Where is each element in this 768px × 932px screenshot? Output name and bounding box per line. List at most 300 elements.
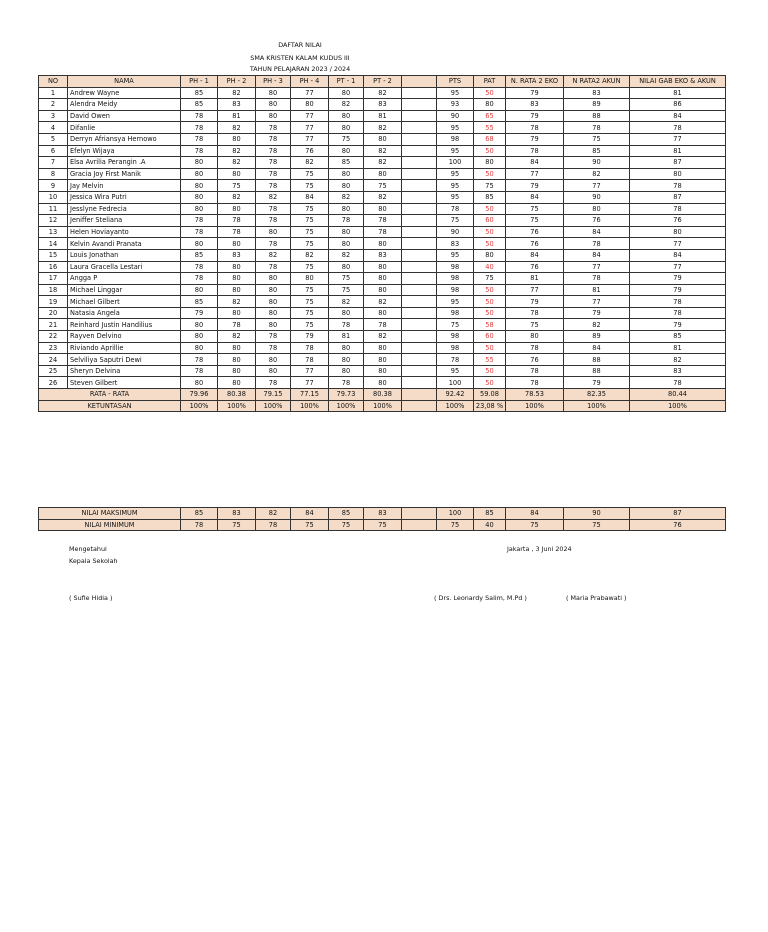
- cell-no: 7: [39, 157, 68, 169]
- cell-eko: 75: [506, 215, 564, 227]
- col-nama: NAMA: [68, 76, 181, 88]
- col-ph4: PH - 4: [291, 76, 329, 88]
- cell-ph1: 78: [181, 354, 218, 366]
- cell-pat: 75: [474, 180, 506, 192]
- cell-ph4: 75: [291, 296, 329, 308]
- cell-ph4: 77: [291, 122, 329, 134]
- cell-eko: 80: [506, 331, 564, 343]
- cell-ph4: 75: [291, 215, 329, 227]
- cell-name: Louis Jonathan: [68, 249, 181, 261]
- cell-no: 12: [39, 215, 68, 227]
- cell-ph3: 80: [256, 226, 291, 238]
- cell-gap: [402, 110, 437, 122]
- cell-pat: 50: [474, 284, 506, 296]
- cell-name: Michael Linggar: [68, 284, 181, 296]
- cell-pt2: 82: [364, 296, 402, 308]
- table-row: [39, 133, 726, 145]
- cell-gap: [402, 261, 437, 273]
- cell-akun: 84: [564, 342, 630, 354]
- cell-gap: [402, 249, 437, 261]
- cell-gap: [402, 215, 437, 227]
- cell-ph2: 80: [218, 133, 256, 145]
- cell-ph1: 80: [181, 168, 218, 180]
- cell-akun: 75: [564, 133, 630, 145]
- cell-gab: 77: [630, 133, 726, 145]
- cell-name: Reinhard Justin Handilius: [68, 319, 181, 331]
- cell-gab: 85: [630, 331, 726, 343]
- school-name: SMA KRISTEN KALAM KUDUS III: [250, 54, 350, 62]
- cell-pt2: 80: [364, 342, 402, 354]
- table-row: [39, 249, 726, 261]
- cell-akun: 85: [564, 145, 630, 157]
- cell-gap: [402, 238, 437, 250]
- cell-ph1: 78: [181, 215, 218, 227]
- cell-eko: 79: [506, 180, 564, 192]
- cell-name: Natasia Angela: [68, 307, 181, 319]
- cell-eko: 77: [506, 168, 564, 180]
- maks-pt2: 83: [364, 508, 402, 520]
- cell-eko: 84: [506, 157, 564, 169]
- signatory-left: ( Sufie Hidia ): [69, 594, 113, 602]
- ketuntasan-row: [39, 400, 726, 412]
- cell-ph2: 82: [218, 145, 256, 157]
- table-row: [39, 284, 726, 296]
- cell-pt2: 78: [364, 226, 402, 238]
- min-ph2: 75: [218, 519, 256, 531]
- cell-pts: 95: [437, 145, 474, 157]
- cell-ph3: 80: [256, 99, 291, 111]
- min-pat: 40: [474, 519, 506, 531]
- cell-name: Efelyn Wijaya: [68, 145, 181, 157]
- cell-eko: 81: [506, 273, 564, 285]
- kepala-sekolah-text: Kepala Sekolah: [69, 557, 118, 565]
- cell-ph4: 84: [291, 191, 329, 203]
- cell-gab: 84: [630, 249, 726, 261]
- cell-ph1: 80: [181, 377, 218, 389]
- cell-pt1: 82: [329, 99, 364, 111]
- cell-ph1: 85: [181, 249, 218, 261]
- table-row: [39, 238, 726, 250]
- cell-pt2: 75: [364, 180, 402, 192]
- cell-name: Elsa Avrilia Perangin .A: [68, 157, 181, 169]
- cell-ph1: 80: [181, 331, 218, 343]
- min-akun: 75: [564, 519, 630, 531]
- cell-pat: 50: [474, 342, 506, 354]
- cell-pt1: 80: [329, 87, 364, 99]
- cell-ph2: 82: [218, 87, 256, 99]
- maks-ph2: 83: [218, 508, 256, 520]
- cell-ph1: 80: [181, 284, 218, 296]
- cell-pat: 50: [474, 296, 506, 308]
- cell-name: Andrew Wayne: [68, 87, 181, 99]
- cell-ph4: 82: [291, 157, 329, 169]
- cell-ph1: 78: [181, 110, 218, 122]
- cell-ph1: 85: [181, 87, 218, 99]
- cell-no: 3: [39, 110, 68, 122]
- cell-ph4: 75: [291, 180, 329, 192]
- cell-name: Helen Hoviayanto: [68, 226, 181, 238]
- cell-ph3: 78: [256, 180, 291, 192]
- cell-ph2: 80: [218, 377, 256, 389]
- cell-akun: 81: [564, 284, 630, 296]
- maks-ph4: 84: [291, 508, 329, 520]
- col-gap: [402, 76, 437, 88]
- cell-gap: [402, 331, 437, 343]
- cell-eko: 77: [506, 284, 564, 296]
- cell-gap: [402, 319, 437, 331]
- cell-akun: 83: [564, 87, 630, 99]
- ketuntasan-eko: 100%: [506, 400, 564, 412]
- cell-pts: 95: [437, 168, 474, 180]
- cell-gab: 79: [630, 319, 726, 331]
- cell-pt1: 75: [329, 133, 364, 145]
- cell-pt1: 81: [329, 331, 364, 343]
- cell-ph4: 80: [291, 99, 329, 111]
- signatory-right: ( Maria Prabawati ): [566, 594, 627, 602]
- cell-ph3: 80: [256, 319, 291, 331]
- cell-eko: 79: [506, 296, 564, 308]
- cell-pt2: 78: [364, 215, 402, 227]
- cell-pat: 50: [474, 145, 506, 157]
- cell-eko: 78: [506, 122, 564, 134]
- cell-no: 14: [39, 238, 68, 250]
- cell-akun: 89: [564, 331, 630, 343]
- ketuntasan-pts: 100%: [437, 400, 474, 412]
- cell-pat: 50: [474, 203, 506, 215]
- col-ph1: PH - 1: [181, 76, 218, 88]
- cell-pt1: 80: [329, 168, 364, 180]
- cell-pt2: 82: [364, 191, 402, 203]
- cell-gab: 78: [630, 307, 726, 319]
- cell-pts: 78: [437, 203, 474, 215]
- cell-ph4: 75: [291, 168, 329, 180]
- cell-akun: 77: [564, 180, 630, 192]
- student-rows: [39, 87, 726, 388]
- cell-pt1: 82: [329, 249, 364, 261]
- cell-ph4: 76: [291, 145, 329, 157]
- cell-no: 16: [39, 261, 68, 273]
- cell-gap: [402, 168, 437, 180]
- cell-pt1: 80: [329, 342, 364, 354]
- col-pat: PAT: [474, 76, 506, 88]
- cell-ph1: 80: [181, 319, 218, 331]
- cell-pts: 100: [437, 377, 474, 389]
- cell-pt2: 80: [364, 203, 402, 215]
- cell-pat: 68: [474, 133, 506, 145]
- cell-akun: 78: [564, 122, 630, 134]
- cell-pat: 75: [474, 273, 506, 285]
- cell-no: 1: [39, 87, 68, 99]
- cell-pat: 80: [474, 249, 506, 261]
- table-row: [39, 180, 726, 192]
- cell-eko: 76: [506, 238, 564, 250]
- cell-ph3: 78: [256, 238, 291, 250]
- cell-pt2: 80: [364, 377, 402, 389]
- cell-pts: 98: [437, 273, 474, 285]
- cell-eko: 78: [506, 365, 564, 377]
- table-row: [39, 215, 726, 227]
- ketuntasan-pat: 23,08 %: [474, 400, 506, 412]
- cell-ph4: 75: [291, 238, 329, 250]
- cell-eko: 78: [506, 377, 564, 389]
- cell-eko: 83: [506, 99, 564, 111]
- ketuntasan-pt2: 100%: [364, 400, 402, 412]
- cell-pat: 50: [474, 168, 506, 180]
- table-row: [39, 365, 726, 377]
- rata-eko: 78.53: [506, 389, 564, 401]
- cell-pt1: 82: [329, 191, 364, 203]
- maks-pat: 85: [474, 508, 506, 520]
- cell-ph4: 82: [291, 249, 329, 261]
- table-row: [39, 296, 726, 308]
- rata-gab: 80.44: [630, 389, 726, 401]
- cell-akun: 80: [564, 203, 630, 215]
- cell-ph3: 82: [256, 191, 291, 203]
- table-row: [39, 157, 726, 169]
- cell-pts: 95: [437, 365, 474, 377]
- cell-pt2: 78: [364, 319, 402, 331]
- cell-eko: 84: [506, 249, 564, 261]
- cell-pts: 95: [437, 296, 474, 308]
- cell-eko: 76: [506, 226, 564, 238]
- cell-name: David Owen: [68, 110, 181, 122]
- cell-gap: [402, 273, 437, 285]
- cell-ph3: 78: [256, 168, 291, 180]
- cell-pts: 98: [437, 261, 474, 273]
- cell-ph4: 79: [291, 331, 329, 343]
- min-gap: [402, 519, 437, 531]
- cell-pt2: 82: [364, 87, 402, 99]
- cell-pt1: 80: [329, 180, 364, 192]
- cell-pts: 95: [437, 87, 474, 99]
- rata-pts: 92.42: [437, 389, 474, 401]
- cell-gab: 78: [630, 180, 726, 192]
- table-row: [39, 168, 726, 180]
- cell-name: Steven Gilbert: [68, 377, 181, 389]
- cell-ph3: 80: [256, 365, 291, 377]
- table-row: [39, 331, 726, 343]
- min-ph1: 78: [181, 519, 218, 531]
- cell-eko: 75: [506, 203, 564, 215]
- cell-ph2: 80: [218, 168, 256, 180]
- ketuntasan-gab: 100%: [630, 400, 726, 412]
- cell-ph3: 78: [256, 145, 291, 157]
- cell-ph2: 80: [218, 238, 256, 250]
- cell-name: Jesslyne Fedrecia: [68, 203, 181, 215]
- cell-pt1: 80: [329, 354, 364, 366]
- table-row: [39, 145, 726, 157]
- cell-ph2: 80: [218, 284, 256, 296]
- cell-gab: 87: [630, 191, 726, 203]
- cell-ph3: 78: [256, 342, 291, 354]
- cell-ph3: 78: [256, 203, 291, 215]
- minimum-row: [39, 519, 726, 531]
- cell-pts: 93: [437, 99, 474, 111]
- cell-ph4: 77: [291, 365, 329, 377]
- cell-pts: 90: [437, 226, 474, 238]
- col-no: NO: [39, 76, 68, 88]
- cell-ph2: 83: [218, 249, 256, 261]
- rata-gap: [402, 389, 437, 401]
- cell-no: 18: [39, 284, 68, 296]
- cell-pat: 80: [474, 99, 506, 111]
- cell-pt1: 85: [329, 157, 364, 169]
- cell-gap: [402, 133, 437, 145]
- table-row: [39, 87, 726, 99]
- cell-akun: 76: [564, 215, 630, 227]
- cell-pt1: 80: [329, 145, 364, 157]
- cell-pt1: 78: [329, 215, 364, 227]
- cell-ph4: 75: [291, 319, 329, 331]
- cell-akun: 77: [564, 261, 630, 273]
- cell-pts: 98: [437, 133, 474, 145]
- ketuntasan-label: KETUNTASAN: [39, 400, 181, 412]
- table-row: [39, 261, 726, 273]
- cell-gap: [402, 180, 437, 192]
- cell-pts: 75: [437, 215, 474, 227]
- cell-pt1: 80: [329, 261, 364, 273]
- cell-akun: 88: [564, 365, 630, 377]
- cell-pt1: 78: [329, 377, 364, 389]
- min-ph4: 75: [291, 519, 329, 531]
- cell-ph1: 80: [181, 203, 218, 215]
- col-rata-akun: N RATA2 AKUN: [564, 76, 630, 88]
- cell-pat: 55: [474, 122, 506, 134]
- cell-ph1: 85: [181, 99, 218, 111]
- min-gab: 76: [630, 519, 726, 531]
- rata-ph2: 80.38: [218, 389, 256, 401]
- cell-ph2: 75: [218, 180, 256, 192]
- cell-gap: [402, 87, 437, 99]
- cell-no: 2: [39, 99, 68, 111]
- cell-no: 21: [39, 319, 68, 331]
- cell-ph4: 80: [291, 273, 329, 285]
- cell-no: 11: [39, 203, 68, 215]
- cell-pts: 75: [437, 319, 474, 331]
- cell-pt1: 80: [329, 203, 364, 215]
- cell-ph2: 78: [218, 215, 256, 227]
- cell-pts: 95: [437, 249, 474, 261]
- cell-ph1: 80: [181, 180, 218, 192]
- min-pts: 75: [437, 519, 474, 531]
- cell-gab: 81: [630, 87, 726, 99]
- cell-pt2: 80: [364, 238, 402, 250]
- cell-no: 25: [39, 365, 68, 377]
- cell-pts: 95: [437, 191, 474, 203]
- cell-gab: 77: [630, 261, 726, 273]
- cell-eko: 79: [506, 133, 564, 145]
- cell-akun: 90: [564, 157, 630, 169]
- cell-gap: [402, 99, 437, 111]
- cell-ph1: 78: [181, 145, 218, 157]
- cell-pts: 95: [437, 180, 474, 192]
- cell-ph4: 77: [291, 110, 329, 122]
- cell-name: Jeniffer Steliana: [68, 215, 181, 227]
- maks-ph1: 85: [181, 508, 218, 520]
- cell-pat: 50: [474, 377, 506, 389]
- cell-pts: 90: [437, 110, 474, 122]
- cell-no: 15: [39, 249, 68, 261]
- cell-ph4: 78: [291, 354, 329, 366]
- cell-ph2: 80: [218, 203, 256, 215]
- cell-ph1: 80: [181, 157, 218, 169]
- col-ph3: PH - 3: [256, 76, 291, 88]
- table-row: [39, 342, 726, 354]
- cell-akun: 88: [564, 110, 630, 122]
- cell-gap: [402, 342, 437, 354]
- cell-name: Jay Melvin: [68, 180, 181, 192]
- cell-pt1: 80: [329, 226, 364, 238]
- cell-ph3: 80: [256, 273, 291, 285]
- maks-akun: 90: [564, 508, 630, 520]
- cell-akun: 84: [564, 226, 630, 238]
- cell-gab: 77: [630, 238, 726, 250]
- cell-gab: 78: [630, 122, 726, 134]
- cell-pt2: 80: [364, 365, 402, 377]
- cell-ph4: 77: [291, 377, 329, 389]
- table-row: [39, 110, 726, 122]
- cell-gab: 79: [630, 284, 726, 296]
- grades-table: [38, 75, 726, 412]
- cell-pts: 95: [437, 122, 474, 134]
- cell-ph4: 77: [291, 87, 329, 99]
- table-row: [39, 354, 726, 366]
- cell-pts: 98: [437, 342, 474, 354]
- table-row: [39, 226, 726, 238]
- cell-ph3: 78: [256, 261, 291, 273]
- cell-name: Derryn Afriansya Hernowo: [68, 133, 181, 145]
- cell-eko: 75: [506, 319, 564, 331]
- cell-gab: 76: [630, 215, 726, 227]
- cell-gab: 81: [630, 145, 726, 157]
- table-row: [39, 122, 726, 134]
- cell-pat: 40: [474, 261, 506, 273]
- ketuntasan-ph3: 100%: [256, 400, 291, 412]
- cell-gab: 78: [630, 377, 726, 389]
- cell-gap: [402, 365, 437, 377]
- cell-gap: [402, 203, 437, 215]
- table-row: [39, 191, 726, 203]
- cell-akun: 90: [564, 191, 630, 203]
- cell-gap: [402, 157, 437, 169]
- cell-no: 24: [39, 354, 68, 366]
- cell-ph1: 78: [181, 261, 218, 273]
- col-pts: PTS: [437, 76, 474, 88]
- col-ph2: PH - 2: [218, 76, 256, 88]
- col-gab: NILAI GAB EKO & AKUN: [630, 76, 726, 88]
- cell-eko: 78: [506, 342, 564, 354]
- cell-gab: 78: [630, 296, 726, 308]
- min-label: NILAI MINIMUM: [39, 519, 181, 531]
- cell-pt2: 80: [364, 354, 402, 366]
- maks-pts: 100: [437, 508, 474, 520]
- cell-ph2: 78: [218, 319, 256, 331]
- cell-pts: 100: [437, 157, 474, 169]
- cell-pat: 50: [474, 87, 506, 99]
- ketuntasan-akun: 100%: [564, 400, 630, 412]
- cell-pat: 60: [474, 215, 506, 227]
- table-row: [39, 273, 726, 285]
- min-ph3: 78: [256, 519, 291, 531]
- cell-no: 22: [39, 331, 68, 343]
- cell-ph1: 78: [181, 122, 218, 134]
- academic-year: TAHUN PELAJARAN 2023 / 2024: [249, 65, 351, 73]
- ketuntasan-pt1: 100%: [329, 400, 364, 412]
- cell-akun: 82: [564, 168, 630, 180]
- cell-pt1: 82: [329, 296, 364, 308]
- signatory-middle: ( Drs. Leonardy Salim, M.Pd ): [434, 594, 527, 602]
- cell-ph4: 75: [291, 261, 329, 273]
